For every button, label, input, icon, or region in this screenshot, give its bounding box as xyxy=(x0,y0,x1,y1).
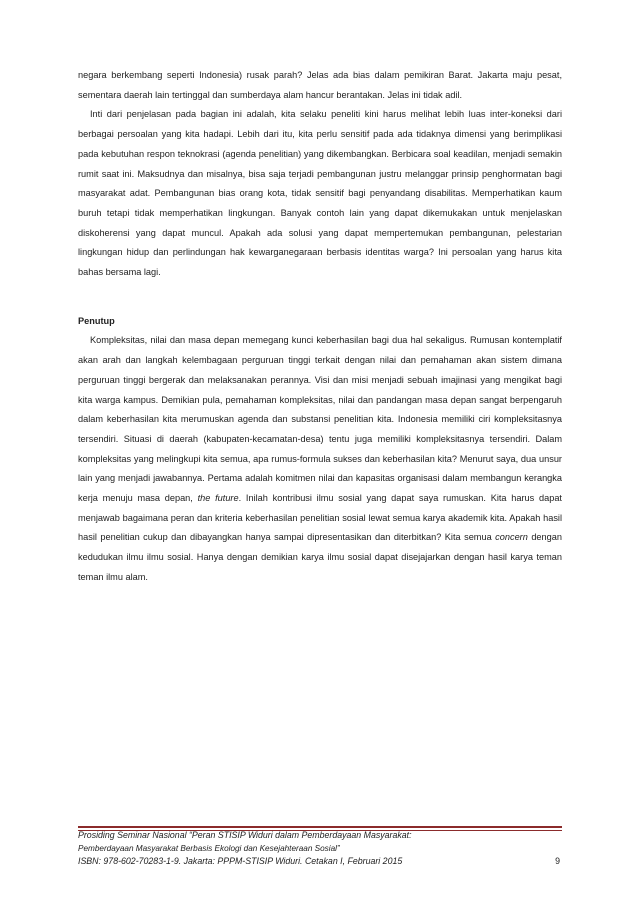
footer-proceedings-title: Prosiding Seminar Nasional “Peran STISIP Widuri dalam Pemberdayaan Masyarakat: xyxy=(78,830,412,840)
emphasis-the-future: the future xyxy=(197,493,239,504)
paragraph-continued: negara berkembang seperti Indonesia) rusak parah? Jelas ada bias dalam pemikiran Barat. Jakarta maju pesat, sementara daerah lain tertinggal dan sumberdaya alam hancur berantakan. Jelas ini tidak adil. xyxy=(78,70,562,100)
footer-subtitle: Pemberdayaan Masyarakat Berbasis Ekologi dan Kesejahteraan Sosial” xyxy=(78,844,340,854)
footer-divider xyxy=(78,826,562,828)
paragraph-conclusion xyxy=(78,331,562,587)
page-footer xyxy=(78,829,562,869)
section-spacer xyxy=(78,283,562,291)
page-number: 9 xyxy=(555,856,560,866)
emphasis-concern: concern xyxy=(495,532,528,543)
section-heading-penutup: Penutup xyxy=(78,315,115,326)
footer-isbn: ISBN: 978-602-70283-1-9. Jakarta: PPPM-STISIP Widuri. Cetakan I, Februari 2015 xyxy=(78,856,403,867)
conclusion-text-a: Kompleksitas, nilai dan masa depan memegang kunci keberhasilan bagi dua hal sekaligus. Rumusan kontemplatif akan arah dan langkah kelembagaan perguruan tinggi terkait dengan nilai dan pemahaman akan sistem dimana perguruan tinggi bergerak dan melaksanakan perannya. Visi dan misi menjadi sebuah imajinasi yang mengikat bagi kita warga kampus. Demikian pula, pemahaman kompleksitas, nilai dan pandangan masa depan sangat berpengaruh dalam keberhasilan kita merumuskan agenda dan substansi penelitian kita. Indonesia memiliki ciri kompleksitasnya tersendiri. Situasi di daerah (kabupaten-kecamatan-desa) tentu juga memiliki kompleksitasnya tersendiri. Dalam kompleksitas yang melingkupi kita semua, apa rumus-formula sukses dan keberhasilan kita? Menurut saya, dua unsur lain yang menjadi jawabannya. Pertama adalah komitmen nilai dan kapasitas organisasi dalam membangun kerangka kerja menuju masa depan, xyxy=(78,335,562,504)
paragraph-interconnection: Inti dari penjelasan pada bagian ini adalah, kita selaku peneliti kini harus melihat lebih luas inter-koneksi dari berbagai persoalan yang kita hadapi. Lebih dari itu, kita perlu sensitif pada ada tidaknya dimensi yang berimplikasi pada kebutuhan respon teknokrasi (agenda penelitian) yang dikembangkan. Berbicara soal keadilan, menjadi semakin rumit saat ini. Maksudnya dan misalnya, bisa saja terjadi pembangunan justru melanggar prinsip penghormatan bagi masyarakat adat. Pembangunan bias orang kota, tidak sensitif bagi penyandang disabilitas. Memperhatikan kaum buruh tetapi tidak memperhatikan lingkungan. Banyak contoh lain yang dapat dikemukakan untuk menjelaskan diskoherensi yang dapat muncul. Apakah ada solusi yang dapat mempertemukan pembangunan, pelestarian lingkungan hidup dan perlindungan hak kewarganegaraan berbasis identitas warga? Ini persoalan yang harus kita bahas bersama lagi. xyxy=(78,109,562,278)
conclusion-text-c: dengan kedudukan ilmu ilmu sosial. Hanya dengan demikian karya ilmu sosial dapat disejajarkan dengan hasil karya teman teman ilmu alam. xyxy=(78,532,562,582)
document-body xyxy=(78,66,562,588)
conclusion-text-b: . Inilah kontribusi ilmu sosial yang dapat saya rumuskan. Kita harus dapat menjawab bagaimana peran dan kriteria keberhasilan penelitian sosial lewat semua karya akademik kita. Apakah hasil hasil penelitian cukup dan dibayangkan hanya sampai dipresentasikan dan diterbitkan? Kita semua xyxy=(78,493,562,543)
